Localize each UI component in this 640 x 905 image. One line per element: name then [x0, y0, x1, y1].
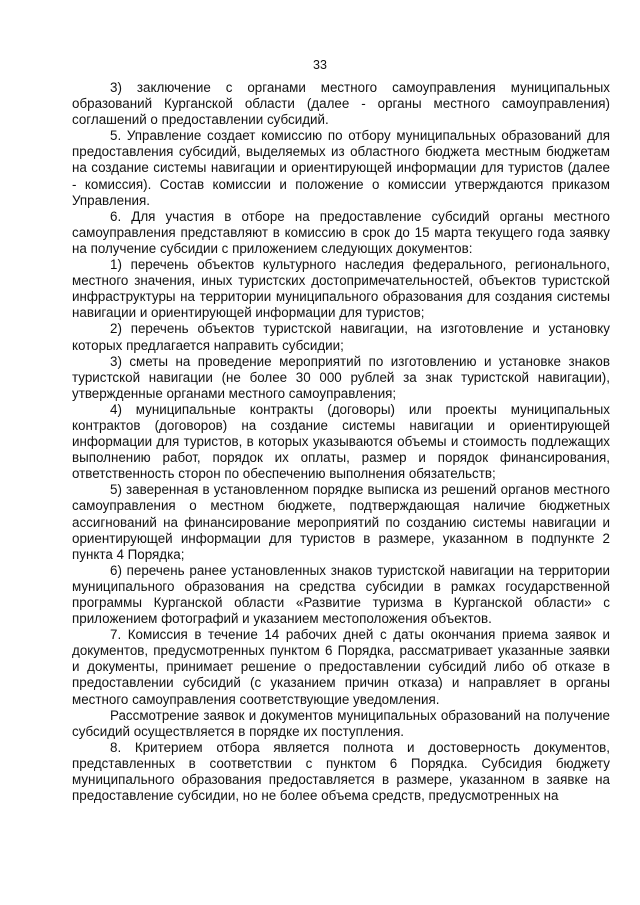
document-body	[72, 80, 610, 804]
paragraph-item-3-agreements: 3) заключение с органами местного самоуправления муниципальных образований Курганской области (далее - органы местного самоуправления) соглашений о предоставлении субсидий.	[72, 80, 610, 128]
paragraph-7-review: 7. Комиссия в течение 14 рабочих дней с даты окончания приема заявок и документов, предусмотренных пунктом 6 Порядка, рассматривает указанные заявки и документы, принимает решение о предоставлении субсидий либо об отказе в предоставлении субсидий (с указанием причин отказа) и направляет в органы местного самоуправления соответствующие уведомления.	[72, 627, 610, 707]
paragraph-8-criterion: 8. Критерием отбора является полнота и достоверность документов, представленных в соответствии с пунктом 6 Порядка. Субсидия бюджету муниципального образования предоставляется в размере, указанном в заявке на предоставление субсидии, но не более объема средств, предусмотренных на	[72, 739, 610, 804]
page-number: 33	[313, 58, 327, 72]
paragraph-6-item-1: 1) перечень объектов культурного наследия федерального, регионального, местного значения, иных туристских достопримечательностей, объектов туристской инфраструктуры на территории муниципального образования для создания системы навигации и ориентирующей информации для туристов;	[72, 257, 610, 321]
paragraph-6-item-4: 4) муниципальные контракты (договоры) или проекты муниципальных контрактов (договоров) на создание системы навигации и ориентирующей информации для туристов, в которых указываются объемы и стоимость подлежащих выполнению работ, порядок их оплаты, размер и порядок финансирования, ответственность сторон по обеспечению выполнения обязательств;	[72, 401, 610, 482]
paragraph-6-item-6: 6) перечень ранее установленных знаков туристской навигации на территории муниципального образования на средства субсидии в рамках государственной программы Курганской области «Развитие туризма в Курганской области» с приложением фотографий и указанием местоположения объектов.	[72, 562, 610, 627]
paragraph-5-commission: 5. Управление создает комиссию по отбору муниципальных образований для предоставления субсидий, выделяемых из областного бюджета местным бюджетам на создание системы навигации и ориентирующей информации для туристов (далее - комиссия). Состав комиссии и положение о комиссии утверждаются приказом Управления.	[72, 128, 610, 208]
paragraph-7-order: Рассмотрение заявок и документов муниципальных образований на получение субсидий осуществляется в порядке их поступления.	[72, 707, 610, 739]
paragraph-6-item-5: 5) заверенная в установленном порядке выписка из решений органов местного самоуправления о местном бюджете, подтверждающая наличие бюджетных ассигнований на финансирование мероприятий по созданию системы навигации и ориентирующей информации для туристов в размере, указанном в подпункте 2 пункта 4 Порядка;	[72, 482, 610, 562]
paragraph-6-item-3: 3) сметы на проведение мероприятий по изготовлению и установке знаков туристской навигации (не более 30 000 рублей за знак туристской навигации), утвержденные органами местного самоуправления;	[72, 353, 610, 401]
paragraph-6-item-2: 2) перечень объектов туристской навигации, на изготовление и установку которых предлагается направить субсидии;	[72, 321, 610, 353]
paragraph-6-application: 6. Для участия в отборе на предоставление субсидий органы местного самоуправления представляют в комиссию в срок до 15 марта текущего года заявку на получение субсидии с приложением следующих документов:	[72, 208, 610, 256]
